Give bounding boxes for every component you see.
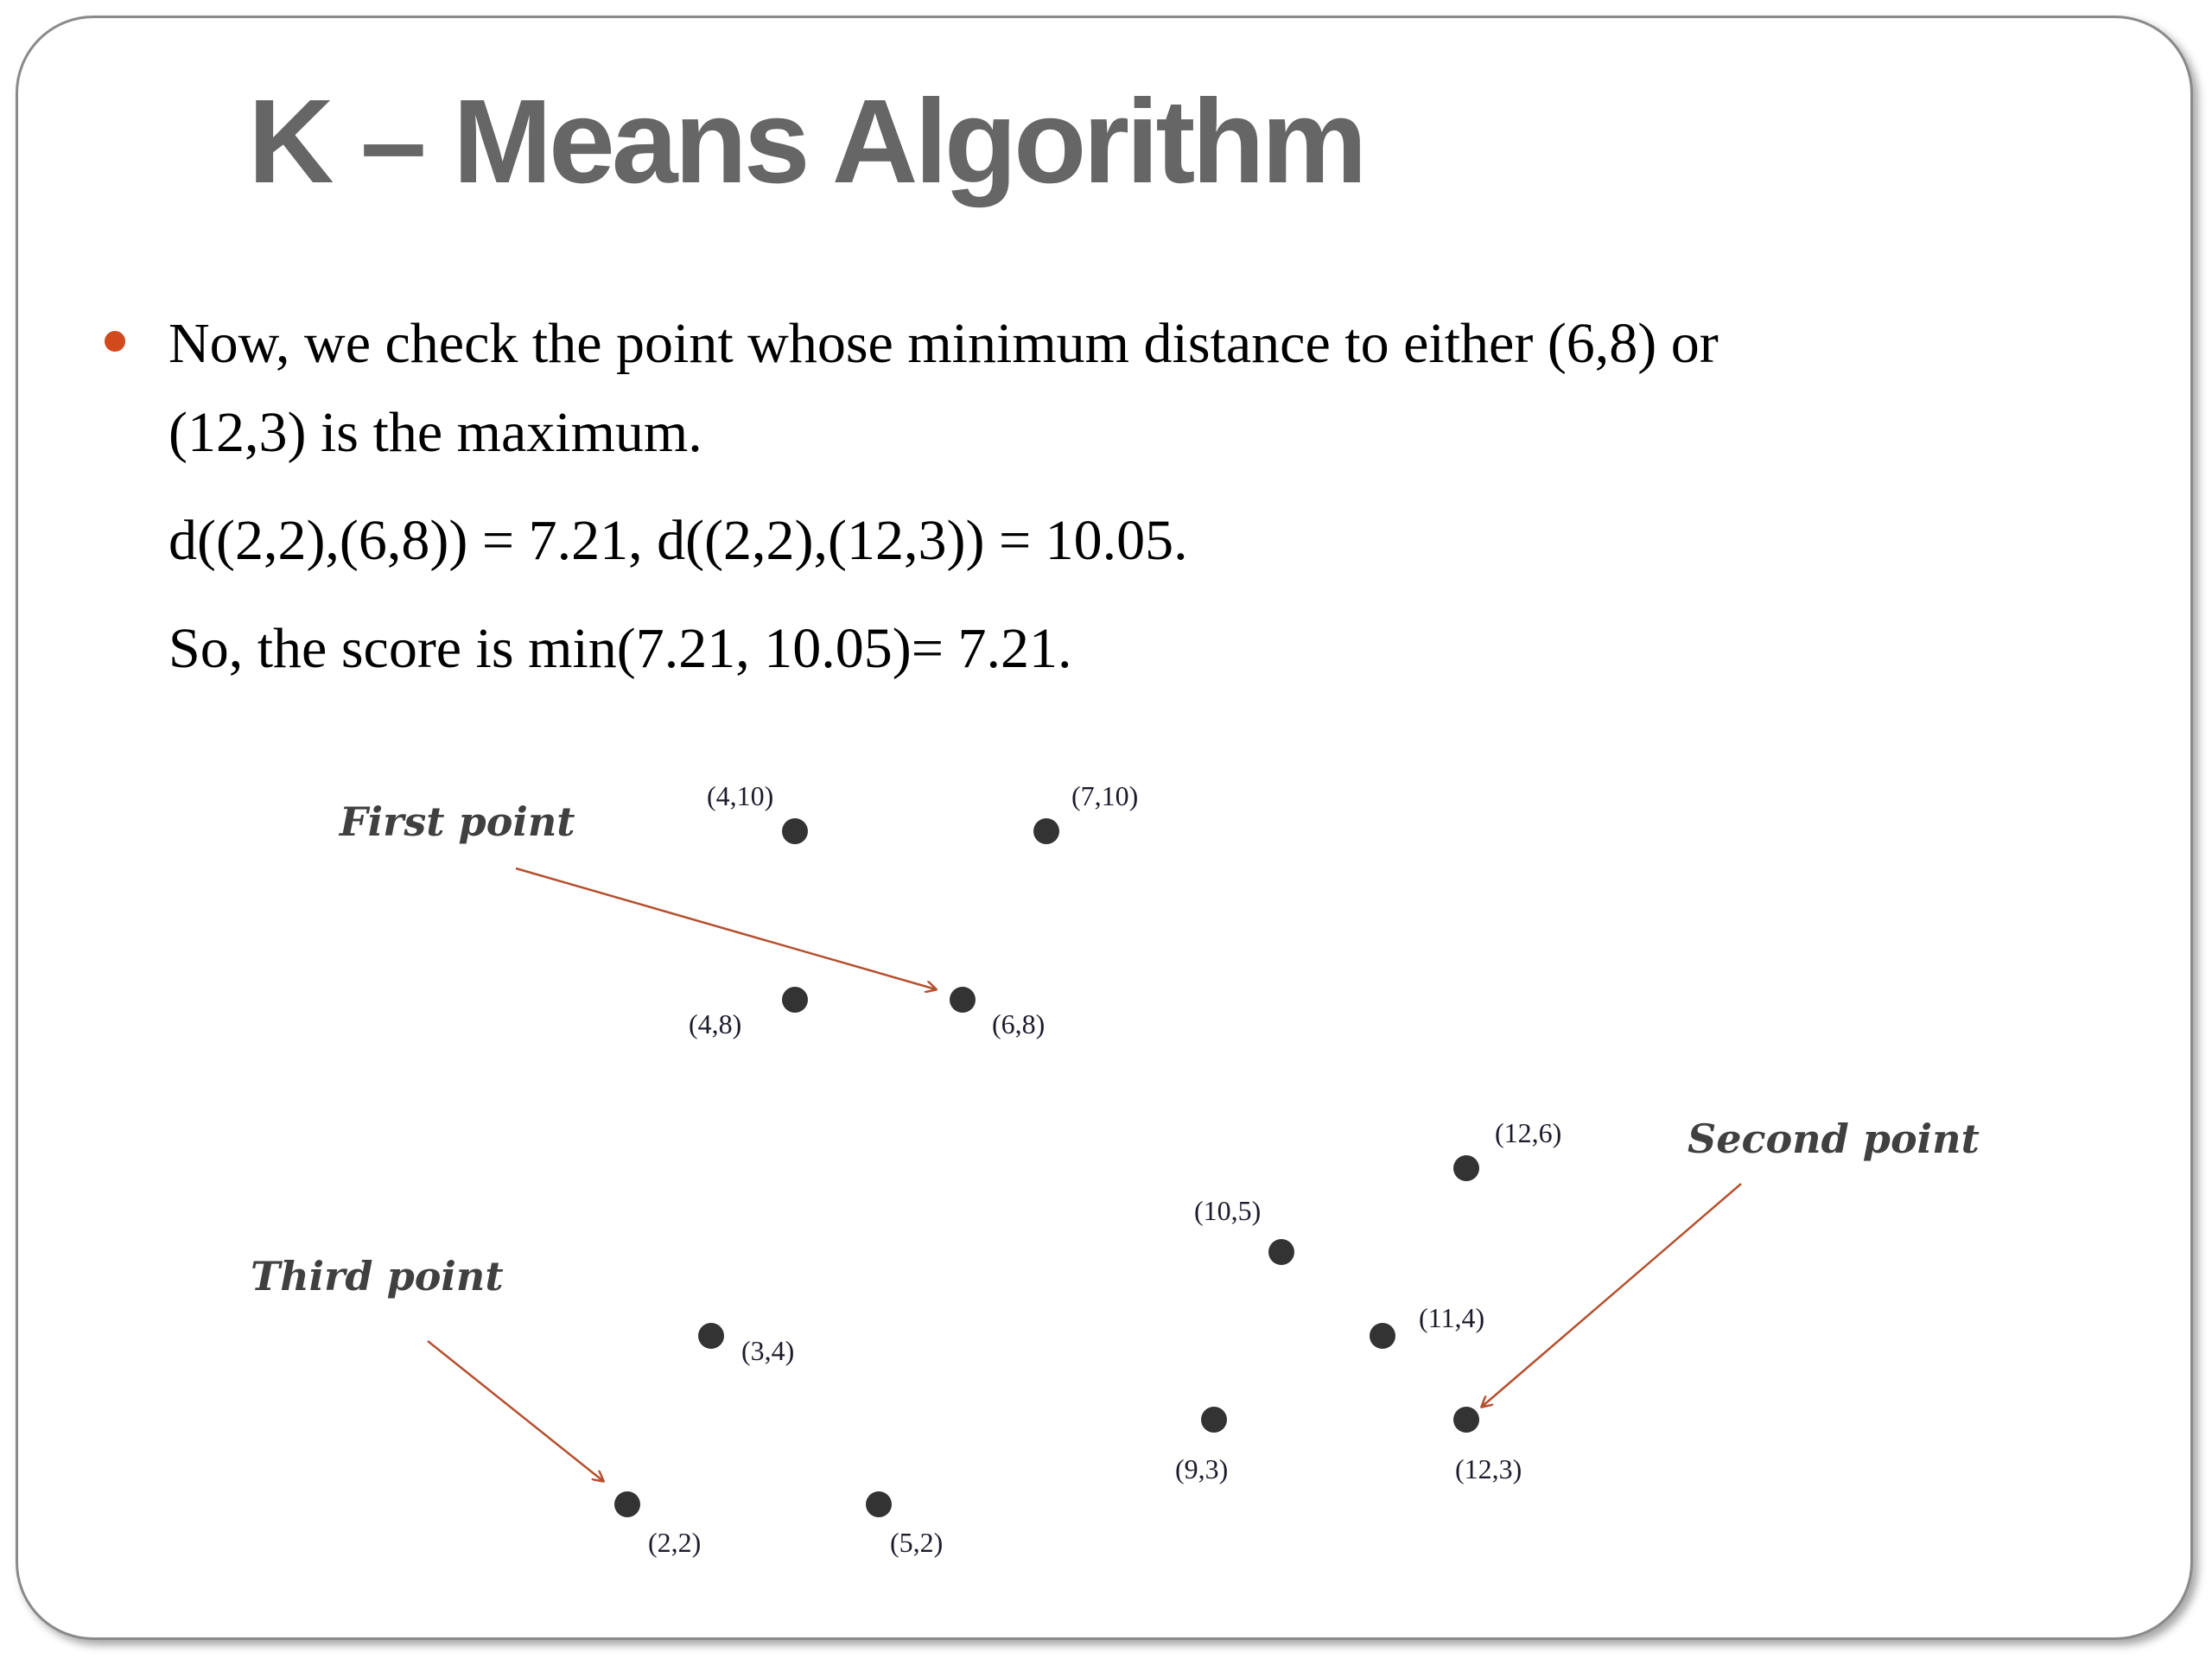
- data-point: [950, 987, 976, 1013]
- point-label: (12,3): [1455, 1453, 1522, 1484]
- data-point: [1453, 1407, 1479, 1433]
- point-label: (10,5): [1194, 1195, 1262, 1226]
- point-label: (4,8): [689, 1008, 742, 1039]
- point-label: (12,6): [1495, 1117, 1562, 1148]
- slide-title: K – Means Algorithm: [248, 75, 1364, 208]
- point-label: (7,10): [1071, 780, 1139, 811]
- data-point: [614, 1491, 640, 1517]
- data-point: [782, 987, 808, 1013]
- second-point-arrow: [1482, 1184, 1741, 1407]
- data-point: [866, 1491, 892, 1517]
- data-point: [1268, 1239, 1294, 1265]
- third-point-arrow: [428, 1341, 603, 1481]
- data-point: [1201, 1407, 1227, 1433]
- point-label: (5,2): [890, 1527, 944, 1558]
- point-label: (3,4): [741, 1335, 795, 1366]
- point-label: (6,8): [992, 1008, 1046, 1039]
- point-label: (9,3): [1175, 1453, 1229, 1484]
- second-point-annotation: Second point: [1688, 1116, 1980, 1162]
- data-point: [1453, 1155, 1479, 1181]
- body-line-3: d((2,2),(6,8)) = 7.21, d((2,2),(12,3)) = 10.05.: [168, 509, 1188, 572]
- first-point-arrow: [516, 868, 936, 989]
- point-label: (11,4): [1419, 1302, 1485, 1333]
- data-point: [782, 818, 808, 844]
- third-point-annotation: Third point: [251, 1253, 504, 1300]
- point-group: [614, 780, 1561, 1558]
- body-line-4: So, the score is min(7.21, 10.05)= 7.21.: [168, 617, 1072, 680]
- data-point: [698, 1323, 724, 1349]
- first-point-annotation: First point: [340, 798, 575, 845]
- point-label: (4,10): [707, 780, 774, 811]
- body-line-2: (12,3) is the maximum.: [168, 401, 702, 464]
- point-label: (2,2): [648, 1527, 702, 1558]
- data-point: [1370, 1323, 1395, 1349]
- body-line-1: Now, we check the point whose minimum distance to either (6,8) or: [168, 312, 1719, 375]
- data-point: [1033, 818, 1059, 844]
